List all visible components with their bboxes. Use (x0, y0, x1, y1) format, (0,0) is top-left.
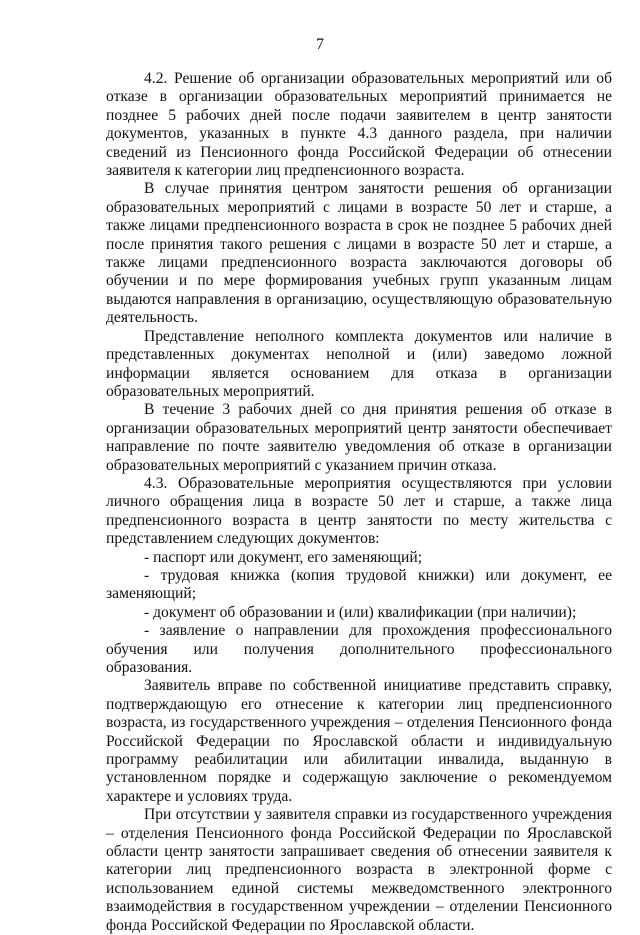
list-item: - документ об образовании и (или) квалификации (при наличии); (144, 603, 577, 621)
paragraph-refusal-notice: В течение 3 рабочих дней со дня принятия решения об отказе в организации образовательных мероприятий центр занятости обеспечивает направление по почте заявителю уведомления об отказе в организации образовательных мероприятий с указанием причин отказа. (106, 401, 612, 474)
list-item: - заявление о направлении для прохождения профессионального обучения или получения дополнительного профессионального образования. (106, 622, 612, 676)
paragraph-decision-contracts: В случае принятия центром занятости решения об организации образовательных мероприятий с лицами в возрасте 50 лет и старше, а также лицами предпенсионного возраста в срок не позднее 5 рабочих дней после принятия такого решения с лицами в возрасте 50 лет и старше, а также лицами предпенсионного возраста заключаются договоры об обучении и по мере формирования учебных групп указанным лицам выдаются направления в организацию, осуществляющую образовательную деятельность. (106, 180, 612, 327)
document-body (106, 70, 612, 935)
page-number: 7 (316, 36, 324, 53)
paragraph-interagency-request: При отсутствии у заявителя справки из государственного учреждения – отделения Пенсионного фонда Российской Федерации по Ярославской области центр занятости запрашивает сведения об отнесении заявителя к категории лиц предпенсионного возраста в электронной форме с использованием единой системы межведомственного электронного взаимодействия в государственном учреждении – отделении Пенсионного фонда Российской Федерации по Ярославской области. (106, 806, 612, 934)
list-item: - трудовая книжка (копия трудовой книжки) или документ, ее заменяющий; (106, 566, 612, 603)
paragraph-4-2: 4.2. Решение об организации образовательных мероприятий или об отказе в организации образовательных мероприятий принимается не позднее 5 рабочих дней после подачи заявителем в центр занятости документов, указанных в пункте 4.3 данного раздела, при наличии сведений из Пенсионного фонда Российской Федерации об отнесении заявителя к категории лиц предпенсионного возраста. (106, 70, 612, 180)
paragraph-refusal-grounds: Представление неполного комплекта документов или наличие в представленных документах неполной и (или) заведомо ложной информации является основанием для отказа в организации образовательных мероприятий. (106, 327, 612, 400)
list-item: - паспорт или документ, его заменяющий; (144, 548, 423, 566)
paragraph-voluntary-certificate: Заявитель вправе по собственной инициативе представить справку, подтверждающую его отнесение к категории лиц предпенсионного возраста, из государственного учреждения – отделения Пенсионного фонда Российской Федерации по Ярославской области и индивидуальную программу реабилитации или абилитации инвалида, выданную в установленном порядке и содержащую заключение о рекомендуемом характере и условиях труда. (106, 677, 612, 805)
paragraph-4-3: 4.3. Образовательные мероприятия осуществляются при условии личного обращения лица в возрасте 50 лет и старше, а также лица предпенсионного возраста в центр занятости по месту жительства с представлением следующих документов: (106, 474, 612, 548)
